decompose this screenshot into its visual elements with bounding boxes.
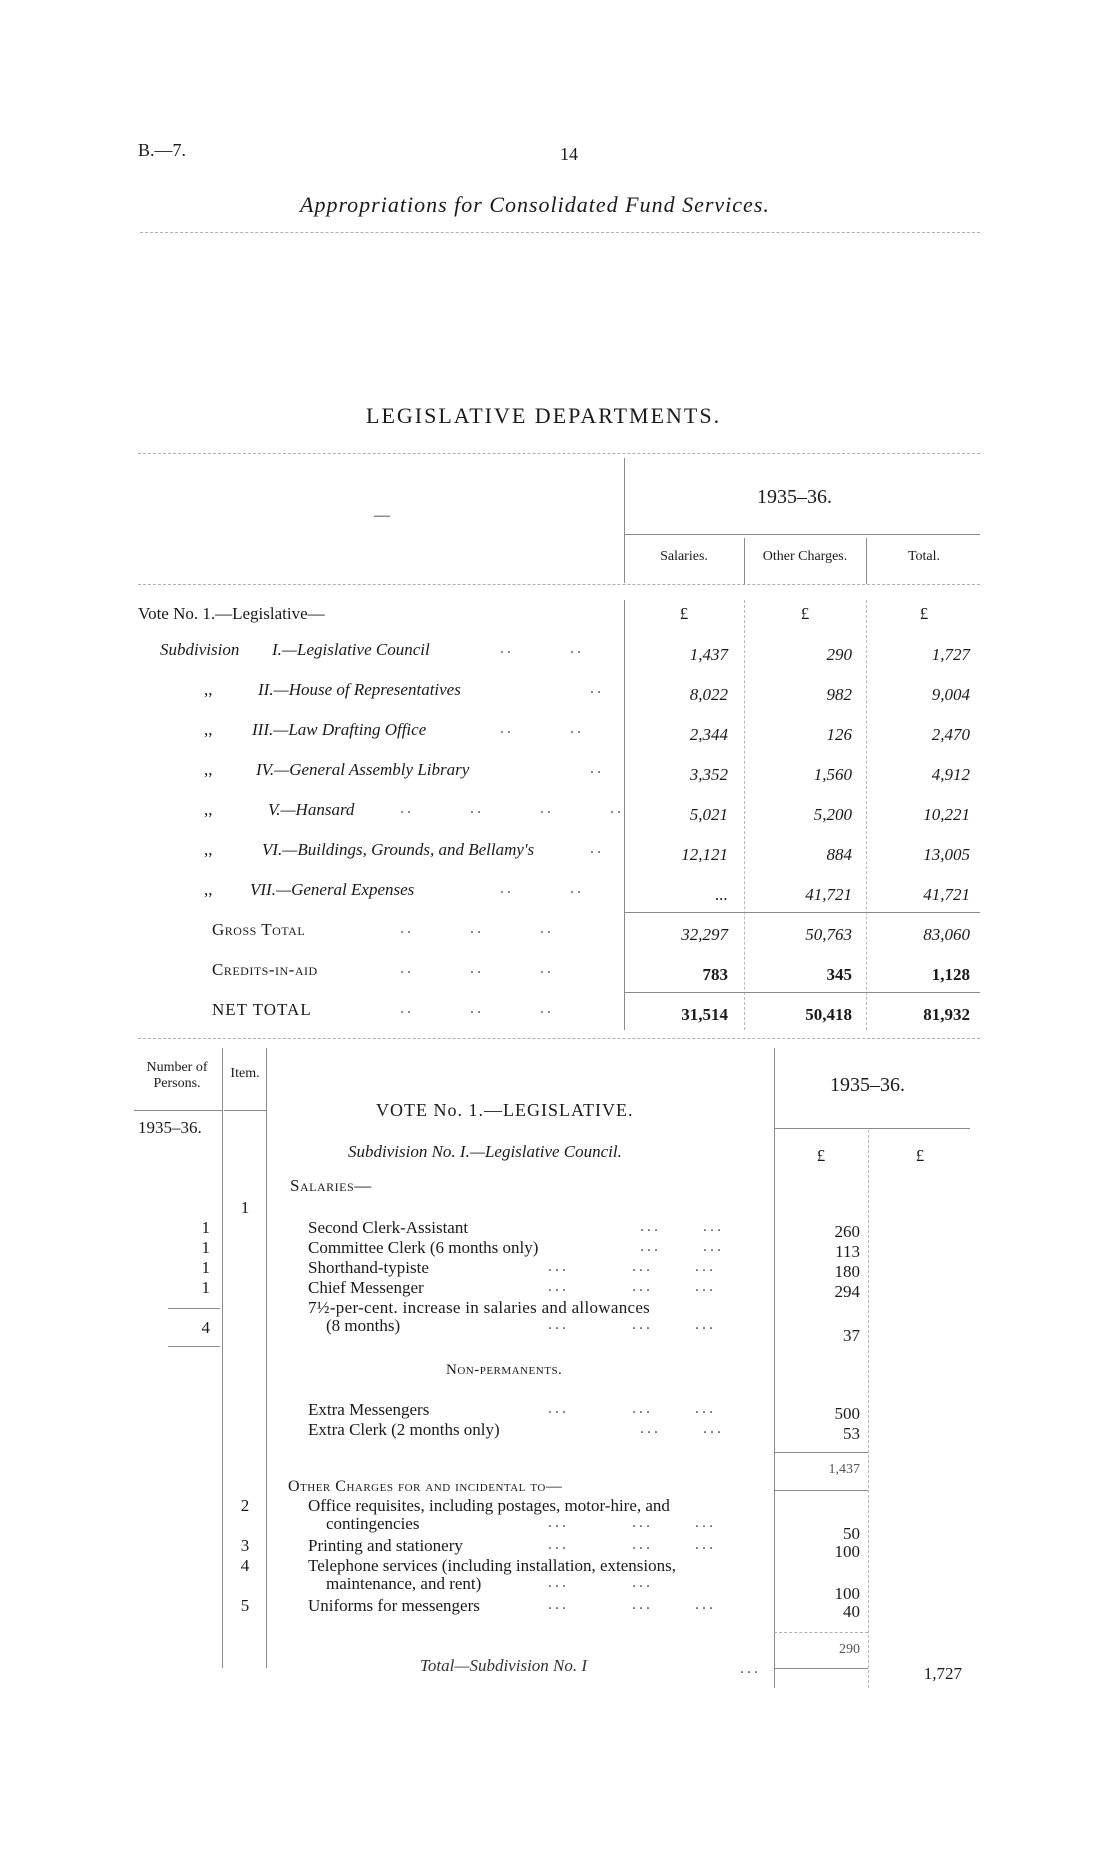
- currency-total: £: [919, 604, 929, 623]
- header-rule: [140, 232, 980, 233]
- charge-amount: 40: [843, 1602, 860, 1621]
- row-total: 2,470: [931, 725, 970, 744]
- ditto-mark: ,,: [204, 880, 213, 899]
- salaries-subtotal: 1,437: [828, 1462, 860, 1477]
- ditto-mark: ,,: [204, 800, 213, 819]
- row-label: V.—Hansard: [268, 800, 355, 819]
- row-salaries: 1,437: [689, 645, 728, 664]
- nonperm-label: Extra Messengers: [308, 1400, 430, 1419]
- other-charges-heading: Other Charges for and incidental to—: [288, 1478, 563, 1495]
- persons-count: 1: [201, 1278, 210, 1297]
- gross-total: 83,060: [923, 925, 970, 944]
- report-reference: B.—7.: [138, 140, 187, 160]
- credits-total: 1,128: [931, 965, 970, 984]
- credits-other: 345: [826, 965, 852, 984]
- charge-label-continued: maintenance, and rent): [326, 1574, 482, 1593]
- salary-label: Committee Clerk (6 months only): [308, 1238, 539, 1257]
- salary-label: Second Clerk-Assistant: [308, 1218, 469, 1237]
- gross-total-label: Gross Total: [212, 920, 306, 939]
- nonperm-amount: 500: [834, 1404, 860, 1423]
- row-other: 5,200: [813, 805, 852, 824]
- detail-year: 1935–36.: [830, 1074, 905, 1096]
- row-total: 1,727: [931, 645, 970, 664]
- persons-total: 4: [201, 1318, 210, 1337]
- running-title: Appropriations for Consolidated Fund Services.: [300, 192, 770, 217]
- page-number: 14: [560, 144, 578, 164]
- charge-amount: 100: [834, 1542, 860, 1561]
- nonperm-amount: 53: [843, 1424, 860, 1443]
- section-title: LEGISLATIVE DEPARTMENTS.: [366, 403, 722, 428]
- salary-amount: 180: [834, 1262, 860, 1281]
- item-number: 4: [240, 1556, 250, 1575]
- salary-label: Shorthand-typiste: [308, 1258, 429, 1277]
- row-total: 9,004: [931, 685, 970, 704]
- persons-count: 1: [201, 1238, 210, 1257]
- vote-label: Vote No. 1.—Legislative—: [138, 604, 325, 623]
- persons-count: 1: [201, 1218, 210, 1237]
- row-salaries: 3,352: [689, 765, 728, 784]
- credits-salaries: 783: [702, 965, 728, 984]
- salaries-item-number: 1: [240, 1198, 250, 1217]
- row-total: 4,912: [931, 765, 970, 784]
- row-total: 41,721: [923, 885, 970, 904]
- row-label: I.—Legislative Council: [272, 640, 430, 659]
- row-salaries: 8,022: [689, 685, 728, 704]
- salaries-heading: Salaries—: [290, 1176, 372, 1195]
- increase-label: 7½-per-cent. increase in salaries and allowances: [308, 1298, 651, 1317]
- gross-salaries: 32,297: [681, 925, 728, 944]
- item-number: 2: [240, 1496, 250, 1515]
- net-total: 81,932: [923, 1005, 970, 1024]
- nonpermanents-heading: Non-permanents.: [446, 1362, 563, 1378]
- charge-label: Printing and stationery: [308, 1536, 463, 1555]
- row-label: IV.—General Assembly Library: [256, 760, 470, 779]
- charge-label: Telephone services (including installation, extensions,: [308, 1556, 676, 1575]
- row-other: 884: [826, 845, 852, 864]
- charge-label: Uniforms for messengers: [308, 1596, 480, 1615]
- salary-label: Chief Messenger: [308, 1278, 424, 1297]
- summary-year: 1935–36.: [757, 486, 832, 508]
- credits-label: Credits-in-aid: [212, 960, 318, 979]
- col-item: Item.: [230, 1066, 260, 1081]
- persons-year: 1935–36.: [138, 1118, 202, 1137]
- vote-title: VOTE No. 1.—LEGISLATIVE.: [376, 1100, 634, 1120]
- stub-dash: —: [374, 507, 390, 524]
- row-other: 126: [826, 725, 852, 744]
- col-salaries: Salaries.: [660, 549, 708, 564]
- item-number: 3: [240, 1536, 250, 1555]
- gross-other: 50,763: [805, 925, 852, 944]
- currency-column-2: £: [915, 1146, 925, 1165]
- row-other: 290: [826, 645, 852, 664]
- col-other-charges: Other Charges.: [762, 549, 848, 564]
- salary-amount: 294: [834, 1282, 860, 1301]
- currency-salaries: £: [679, 604, 689, 623]
- col-number-of-persons: Number of Persons.: [146, 1060, 208, 1091]
- subdivision-title: Subdivision No. I.—Legislative Council.: [348, 1142, 622, 1161]
- item-number: 5: [240, 1596, 250, 1615]
- other-charges-subtotal: 290: [839, 1642, 860, 1657]
- net-salaries: 31,514: [681, 1005, 728, 1024]
- row-label: VII.—General Expenses: [250, 880, 415, 899]
- charge-label: Office requisites, including postages, motor-hire, and: [308, 1496, 670, 1515]
- row-other: 1,560: [813, 765, 852, 784]
- row-salaries: ...: [715, 885, 728, 904]
- row-total: 10,221: [923, 805, 970, 824]
- row-other: 982: [826, 685, 852, 704]
- increase-amount: 37: [843, 1326, 860, 1345]
- ditto-mark: ,,: [204, 760, 213, 779]
- row-label: VI.—Buildings, Grounds, and Bellamy's: [262, 840, 535, 859]
- row-salaries: 12,121: [681, 845, 728, 864]
- net-total-label: NET TOTAL: [212, 1000, 312, 1019]
- charge-amount: 50: [843, 1524, 860, 1543]
- charge-amount: 100: [834, 1584, 860, 1603]
- ditto-mark: ,,: [204, 720, 213, 739]
- nonperm-label: Extra Clerk (2 months only): [308, 1420, 500, 1439]
- row-other: 41,721: [805, 885, 852, 904]
- ditto-mark: ,,: [204, 840, 213, 859]
- row-label: III.—Law Drafting Office: [252, 720, 427, 739]
- salary-amount: 113: [835, 1242, 860, 1261]
- ditto-mark: ,,: [204, 680, 213, 699]
- col-total: Total.: [907, 549, 941, 564]
- increase-label-continued: (8 months): [326, 1316, 401, 1335]
- net-other: 50,418: [805, 1005, 852, 1024]
- subdivision-prefix: Subdivision: [160, 640, 240, 659]
- persons-count: 1: [201, 1258, 210, 1277]
- currency-column-1: £: [816, 1146, 826, 1165]
- subdivision-total-amount: 1,727: [923, 1664, 962, 1683]
- row-salaries: 5,021: [689, 805, 728, 824]
- currency-other: £: [800, 604, 810, 623]
- row-salaries: 2,344: [689, 725, 728, 744]
- charge-label-continued: contingencies: [326, 1514, 420, 1533]
- subdivision-total-label: Total—Subdivision No. I: [420, 1656, 588, 1675]
- row-label: II.—House of Representatives: [258, 680, 461, 699]
- salary-amount: 260: [834, 1222, 860, 1241]
- row-total: 13,005: [923, 845, 970, 864]
